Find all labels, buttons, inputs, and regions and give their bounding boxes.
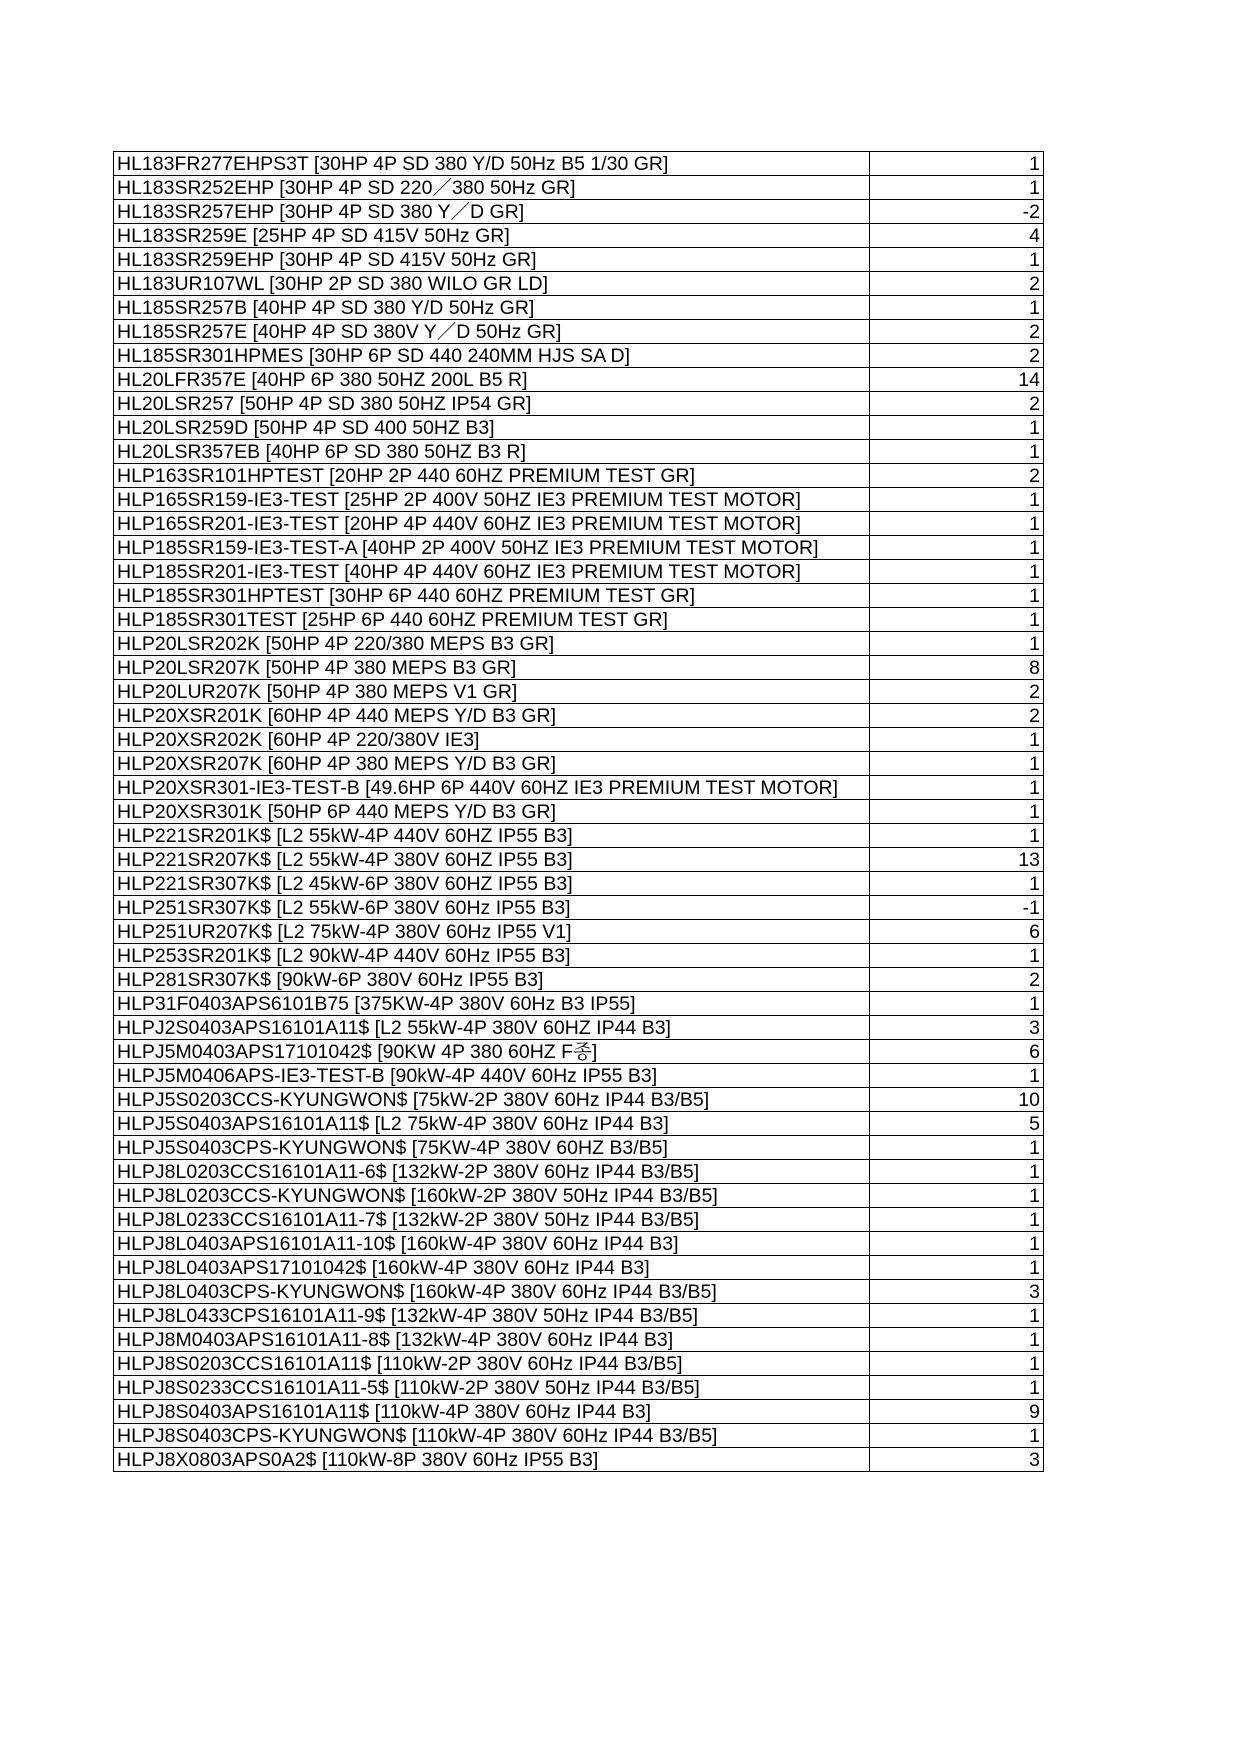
table-row: [114, 1448, 1044, 1472]
table-row: [114, 1112, 1044, 1136]
item-description-cell[interactable]: HLPJ5S0403CPS-KYUNGWON$ [75KW-4P 380V 60HZ B3/B5]: [114, 1136, 870, 1160]
quantity-cell[interactable]: 2: [870, 968, 1044, 992]
item-description-cell[interactable]: HLP163SR101HPTEST [20HP 2P 440 60HZ PREMIUM TEST GR]: [114, 464, 870, 488]
quantity-cell[interactable]: 1: [870, 944, 1044, 968]
item-description-cell[interactable]: HLP31F0403APS6101B75 [375KW-4P 380V 60Hz B3 IP55]: [114, 992, 870, 1016]
item-description-cell[interactable]: HL185SR257B [40HP 4P SD 380 Y/D 50Hz GR]: [114, 296, 870, 320]
item-description-cell[interactable]: HLP251UR207K$ [L2 75kW-4P 380V 60Hz IP55 V1]: [114, 920, 870, 944]
table-row: [114, 848, 1044, 872]
quantity-cell[interactable]: 1: [870, 1304, 1044, 1328]
quantity-cell[interactable]: 1: [870, 1424, 1044, 1448]
table-row: [114, 512, 1044, 536]
table-row: [114, 1064, 1044, 1088]
item-description-cell[interactable]: HL20LSR259D [50HP 4P SD 400 50HZ B3]: [114, 416, 870, 440]
table-row: [114, 1256, 1044, 1280]
quantity-cell[interactable]: 1: [870, 608, 1044, 632]
table-row: [114, 272, 1044, 296]
item-description-cell[interactable]: HLP20XSR207K [60HP 4P 380 MEPS Y/D B3 GR]: [114, 752, 870, 776]
quantity-cell[interactable]: 4: [870, 224, 1044, 248]
table-row: [114, 800, 1044, 824]
item-description-cell[interactable]: HLP221SR207K$ [L2 55kW-4P 380V 60HZ IP55 B3]: [114, 848, 870, 872]
table-row: [114, 296, 1044, 320]
quantity-cell[interactable]: 1: [870, 1328, 1044, 1352]
item-description-cell[interactable]: HLPJ8X0803APS0A2$ [110kW-8P 380V 60Hz IP55 B3]: [114, 1448, 870, 1472]
table-row: [114, 416, 1044, 440]
table-row: [114, 1400, 1044, 1424]
item-description-cell[interactable]: HLPJ8L0203CCS16101A11-6$ [132kW-2P 380V 60Hz IP44 B3/B5]: [114, 1160, 870, 1184]
quantity-cell[interactable]: 10: [870, 1088, 1044, 1112]
item-description-cell[interactable]: HLP221SR307K$ [L2 45kW-6P 380V 60HZ IP55 B3]: [114, 872, 870, 896]
item-description-cell[interactable]: HLP165SR159-IE3-TEST [25HP 2P 400V 50HZ IE3 PREMIUM TEST MOTOR]: [114, 488, 870, 512]
table-row: [114, 1376, 1044, 1400]
table-row: [114, 392, 1044, 416]
item-description-cell[interactable]: HLPJ8L0233CCS16101A11-7$ [132kW-2P 380V 50Hz IP44 B3/B5]: [114, 1208, 870, 1232]
quantity-cell[interactable]: 2: [870, 464, 1044, 488]
item-description-cell[interactable]: HLP251SR307K$ [L2 55kW-6P 380V 60Hz IP55 B3]: [114, 896, 870, 920]
item-description-cell[interactable]: HLPJ5S0403APS16101A11$ [L2 75kW-4P 380V 60Hz IP44 B3]: [114, 1112, 870, 1136]
quantity-cell[interactable]: 1: [870, 800, 1044, 824]
quantity-cell[interactable]: 1: [870, 752, 1044, 776]
item-description-cell[interactable]: HLPJ8S0203CCS16101A11$ [110kW-2P 380V 60Hz IP44 B3/B5]: [114, 1352, 870, 1376]
table-row: [114, 200, 1044, 224]
item-description-cell[interactable]: HLPJ8L0203CCS-KYUNGWON$ [160kW-2P 380V 50Hz IP44 B3/B5]: [114, 1184, 870, 1208]
item-description-cell[interactable]: HLP20LUR207K [50HP 4P 380 MEPS V1 GR]: [114, 680, 870, 704]
table-row: [114, 1352, 1044, 1376]
table-row: [114, 1328, 1044, 1352]
table-row: [114, 896, 1044, 920]
quantity-cell[interactable]: 1: [870, 1136, 1044, 1160]
quantity-cell[interactable]: 1: [870, 512, 1044, 536]
quantity-cell[interactable]: 1: [870, 560, 1044, 584]
table-row: [114, 344, 1044, 368]
table-row: [114, 560, 1044, 584]
item-description-cell[interactable]: HLPJ8L0403APS16101A11-10$ [160kW-4P 380V 60Hz IP44 B3]: [114, 1232, 870, 1256]
quantity-cell[interactable]: 1: [870, 776, 1044, 800]
item-description-cell[interactable]: HLP20XSR301-IE3-TEST-B [49.6HP 6P 440V 60HZ IE3 PREMIUM TEST MOTOR]: [114, 776, 870, 800]
quantity-cell[interactable]: -1: [870, 896, 1044, 920]
quantity-cell[interactable]: 14: [870, 368, 1044, 392]
item-description-cell[interactable]: HL20LSR257 [50HP 4P SD 380 50HZ IP54 GR]: [114, 392, 870, 416]
table-row: [114, 1088, 1044, 1112]
quantity-cell[interactable]: 1: [870, 536, 1044, 560]
quantity-cell[interactable]: 1: [870, 1064, 1044, 1088]
quantity-cell[interactable]: 1: [870, 296, 1044, 320]
quantity-cell[interactable]: 1: [870, 1376, 1044, 1400]
table-body: [114, 152, 1044, 1472]
item-description-cell[interactable]: HLPJ5M0403APS17101042$ [90KW 4P 380 60HZ F종]: [114, 1040, 870, 1064]
quantity-cell[interactable]: 3: [870, 1016, 1044, 1040]
quantity-cell[interactable]: 1: [870, 176, 1044, 200]
item-description-cell[interactable]: HL183SR259E [25HP 4P SD 415V 50Hz GR]: [114, 224, 870, 248]
quantity-cell[interactable]: 2: [870, 320, 1044, 344]
table-row: [114, 488, 1044, 512]
item-description-cell[interactable]: HLPJ8S0233CCS16101A11-5$ [110kW-2P 380V 50Hz IP44 B3/B5]: [114, 1376, 870, 1400]
item-description-cell[interactable]: HLPJ8S0403CPS-KYUNGWON$ [110kW-4P 380V 60Hz IP44 B3/B5]: [114, 1424, 870, 1448]
table-row: [114, 1016, 1044, 1040]
quantity-cell[interactable]: 1: [870, 1208, 1044, 1232]
table-row: [114, 968, 1044, 992]
quantity-cell[interactable]: 1: [870, 416, 1044, 440]
quantity-cell[interactable]: -2: [870, 200, 1044, 224]
item-description-cell[interactable]: HLP281SR307K$ [90kW-6P 380V 60Hz IP55 B3]: [114, 968, 870, 992]
quantity-cell[interactable]: 8: [870, 656, 1044, 680]
item-description-cell[interactable]: HL185SR257E [40HP 4P SD 380V Y／D 50Hz GR]: [114, 320, 870, 344]
item-description-cell[interactable]: HLP185SR301HPTEST [30HP 6P 440 60HZ PREMIUM TEST GR]: [114, 584, 870, 608]
quantity-cell[interactable]: 1: [870, 1160, 1044, 1184]
item-description-cell[interactable]: HL185SR301HPMES [30HP 6P SD 440 240MM HJS SA D]: [114, 344, 870, 368]
table-row: [114, 728, 1044, 752]
item-description-cell[interactable]: HLPJ2S0403APS16101A11$ [L2 55kW-4P 380V 60HZ IP44 B3]: [114, 1016, 870, 1040]
quantity-cell[interactable]: 6: [870, 920, 1044, 944]
quantity-cell[interactable]: 1: [870, 1256, 1044, 1280]
item-description-cell[interactable]: HLP20XSR202K [60HP 4P 220/380V IE3]: [114, 728, 870, 752]
quantity-cell[interactable]: 2: [870, 272, 1044, 296]
table-row: [114, 320, 1044, 344]
quantity-cell[interactable]: 1: [870, 728, 1044, 752]
table-row: [114, 920, 1044, 944]
table-row: [114, 872, 1044, 896]
quantity-cell[interactable]: 2: [870, 392, 1044, 416]
table-row: [114, 1184, 1044, 1208]
table-row: [114, 1280, 1044, 1304]
table-row: [114, 1232, 1044, 1256]
quantity-cell[interactable]: 9: [870, 1400, 1044, 1424]
table-row: [114, 1424, 1044, 1448]
quantity-cell[interactable]: 1: [870, 824, 1044, 848]
table-row: [114, 824, 1044, 848]
table-row: [114, 368, 1044, 392]
table-row: [114, 1136, 1044, 1160]
item-description-cell[interactable]: HLP20LSR202K [50HP 4P 220/380 MEPS B3 GR]: [114, 632, 870, 656]
table-row: [114, 1040, 1044, 1064]
table-row: [114, 944, 1044, 968]
item-description-cell[interactable]: HLP165SR201-IE3-TEST [20HP 4P 440V 60HZ IE3 PREMIUM TEST MOTOR]: [114, 512, 870, 536]
item-description-cell[interactable]: HL183FR277EHPS3T [30HP 4P SD 380 Y/D 50Hz B5 1/30 GR]: [114, 152, 870, 176]
item-description-cell[interactable]: HLP20XSR201K [60HP 4P 440 MEPS Y/D B3 GR]: [114, 704, 870, 728]
item-description-cell[interactable]: HLPJ8S0403APS16101A11$ [110kW-4P 380V 60Hz IP44 B3]: [114, 1400, 870, 1424]
item-description-cell[interactable]: HLPJ5M0406APS-IE3-TEST-B [90kW-4P 440V 60Hz IP55 B3]: [114, 1064, 870, 1088]
item-description-cell[interactable]: HLPJ5S0203CCS-KYUNGWON$ [75kW-2P 380V 60Hz IP44 B3/B5]: [114, 1088, 870, 1112]
table-row: [114, 632, 1044, 656]
table-row: [114, 440, 1044, 464]
item-description-cell[interactable]: HLPJ8L0403CPS-KYUNGWON$ [160kW-4P 380V 60Hz IP44 B3/B5]: [114, 1280, 870, 1304]
item-description-cell[interactable]: HL183SR257EHP [30HP 4P SD 380 Y／D GR]: [114, 200, 870, 224]
item-description-cell[interactable]: HL183SR259EHP [30HP 4P SD 415V 50Hz GR]: [114, 248, 870, 272]
quantity-cell[interactable]: 1: [870, 152, 1044, 176]
item-description-cell[interactable]: HL183SR252EHP [30HP 4P SD 220／380 50Hz GR]: [114, 176, 870, 200]
quantity-cell[interactable]: 1: [870, 488, 1044, 512]
quantity-cell[interactable]: 2: [870, 680, 1044, 704]
quantity-cell[interactable]: 1: [870, 248, 1044, 272]
table-row: [114, 656, 1044, 680]
table-row: [114, 1304, 1044, 1328]
table-row: [114, 992, 1044, 1016]
item-description-cell[interactable]: HLP185SR301TEST [25HP 6P 440 60HZ PREMIUM TEST GR]: [114, 608, 870, 632]
item-description-cell[interactable]: HL183UR107WL [30HP 2P SD 380 WILO GR LD]: [114, 272, 870, 296]
table-row: [114, 536, 1044, 560]
item-description-cell[interactable]: HLP253SR201K$ [L2 90kW-4P 440V 60Hz IP55 B3]: [114, 944, 870, 968]
quantity-cell[interactable]: 3: [870, 1448, 1044, 1472]
spreadsheet-page: [113, 151, 1043, 1472]
quantity-cell[interactable]: 1: [870, 440, 1044, 464]
table-row: [114, 152, 1044, 176]
item-description-cell[interactable]: HLPJ8L0433CPS16101A11-9$ [132kW-4P 380V 50Hz IP44 B3/B5]: [114, 1304, 870, 1328]
item-description-cell[interactable]: HLPJ8M0403APS16101A11-8$ [132kW-4P 380V 60Hz IP44 B3]: [114, 1328, 870, 1352]
quantity-cell[interactable]: 1: [870, 632, 1044, 656]
quantity-cell[interactable]: 2: [870, 344, 1044, 368]
item-description-cell[interactable]: HLPJ8L0403APS17101042$ [160kW-4P 380V 60Hz IP44 B3]: [114, 1256, 870, 1280]
quantity-cell[interactable]: 1: [870, 1352, 1044, 1376]
table-row: [114, 248, 1044, 272]
table-row: [114, 608, 1044, 632]
quantity-cell[interactable]: 3: [870, 1280, 1044, 1304]
table-row: [114, 176, 1044, 200]
quantity-cell[interactable]: 1: [870, 992, 1044, 1016]
item-description-cell[interactable]: HLP20LSR207K [50HP 4P 380 MEPS B3 GR]: [114, 656, 870, 680]
table-row: [114, 1160, 1044, 1184]
quantity-cell[interactable]: 13: [870, 848, 1044, 872]
item-description-cell[interactable]: HL20LSR357EB [40HP 6P SD 380 50HZ B3 R]: [114, 440, 870, 464]
quantity-cell[interactable]: 2: [870, 704, 1044, 728]
table-row: [114, 752, 1044, 776]
table-row: [114, 1208, 1044, 1232]
quantity-cell[interactable]: 1: [870, 584, 1044, 608]
table-row: [114, 584, 1044, 608]
quantity-cell[interactable]: 1: [870, 1232, 1044, 1256]
quantity-cell[interactable]: 6: [870, 1040, 1044, 1064]
item-description-cell[interactable]: HLP185SR159-IE3-TEST-A [40HP 2P 400V 50HZ IE3 PREMIUM TEST MOTOR]: [114, 536, 870, 560]
item-description-cell[interactable]: HLP185SR201-IE3-TEST [40HP 4P 440V 60HZ IE3 PREMIUM TEST MOTOR]: [114, 560, 870, 584]
item-description-cell[interactable]: HLP221SR201K$ [L2 55kW-4P 440V 60HZ IP55 B3]: [114, 824, 870, 848]
table-row: [114, 464, 1044, 488]
table-row: [114, 704, 1044, 728]
quantity-cell[interactable]: 1: [870, 872, 1044, 896]
table-row: [114, 224, 1044, 248]
item-description-cell[interactable]: HL20LFR357E [40HP 6P 380 50HZ 200L B5 R]: [114, 368, 870, 392]
table-row: [114, 680, 1044, 704]
table-row: [114, 776, 1044, 800]
motor-inventory-table: [113, 151, 1044, 1472]
item-description-cell[interactable]: HLP20XSR301K [50HP 6P 440 MEPS Y/D B3 GR]: [114, 800, 870, 824]
quantity-cell[interactable]: 5: [870, 1112, 1044, 1136]
quantity-cell[interactable]: 1: [870, 1184, 1044, 1208]
